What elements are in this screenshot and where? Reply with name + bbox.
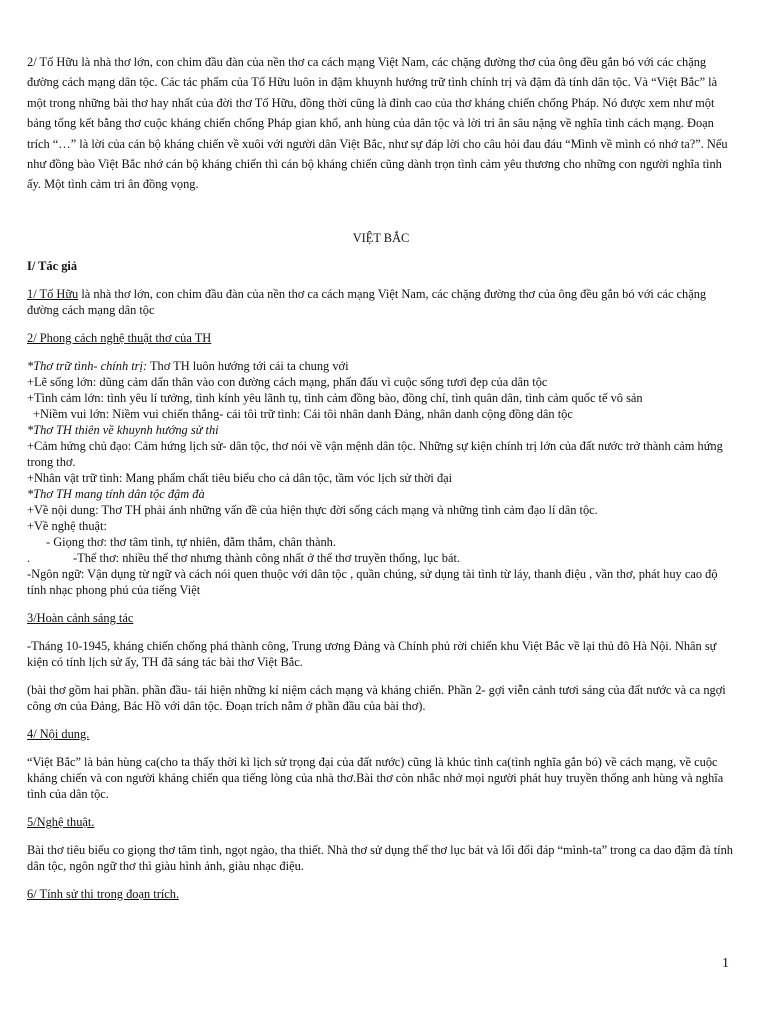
national-item-2: +Về nghệ thuật: (27, 518, 107, 533)
epic-item-2: +Nhân vật trữ tình: Mang phẩm chất tiêu biểu cho cả dân tộc, tầm vóc lịch sử thời đại (27, 470, 453, 485)
national-item-4-text: -Thể thơ: nhiều thể thơ nhưng thành công nhất ở thể thơ truyền thống, lục bát. (73, 550, 461, 565)
lyric-label: *Thơ trữ tình- chính trị: (27, 358, 148, 373)
poem-title: VIỆT BẮC (352, 230, 410, 245)
art-heading: 5/Nghệ thuật. (27, 814, 95, 829)
national-item-5: -Ngôn ngữ: Vận dụng từ ngữ và cách nói quen thuộc với dân tộc , quần chúng, sử dụng tài tình từ láy, thanh điệu , vần thơ, phát huy cao độ tính nhạc phong phú của tiếng Việt (27, 566, 718, 597)
context-paragraph-1: -Tháng 10-1945, kháng chiến chống phá thành công, Trung ương Đảng và Chính phủ rời chiến khu Việt Bắc về lại thủ đô Hà Nội. Nhân sự kiện có tính lịch sử ấy, TH đã sáng tác bài thơ Việt Bắc. (27, 638, 717, 669)
section-heading-author: I/ Tác giả (27, 258, 78, 273)
art-paragraph: Bài thơ tiêu biểu co giọng thơ tâm tình, ngọt ngào, tha thiết. Nhà thơ sử dụng thể thơ lục bát và lối đối đáp “mình-ta” trong ca dao đậm đà tính dân tộc, ngôn ngữ thơ thì giàu hình ảnh, giàu nhạc điệu. (27, 842, 734, 873)
content-paragraph: “Việt Bắc” là bản hùng ca(cho ta thấy thời kì lịch sử trọng đại của đất nước) cũng là khúc tình ca(tình nghĩa gắn bó) về cách mạng, về cuộc kháng chiến và con người kháng chiến qua tiếng lòng của nhà thơ.Bài thơ còn nhắc nhở mọi người phát huy truyền thống anh hùng và nghĩa tình của dân tộc. (27, 754, 724, 801)
style-block (27, 358, 735, 598)
national-item-4 (27, 550, 735, 566)
intro-paragraph: 2/ Tố Hữu là nhà thơ lớn, con chim đầu đàn của nền thơ ca cách mạng Việt Nam, các chặng đường thơ của ông đều gắn bó với các chặng đường cách mạng dân tộc. Các tác phẩm của Tố Hữu luôn in đậm khuynh hướng trữ tình chính trị và đậm đà tính dân tộc. Và “Việt Bắc” là một trong những bài thơ hay nhất của đời thơ Tố Hữu, đồng thời cũng là đỉnh cao của thơ kháng chiến chống Pháp. Nó được xem như một bảng tổng kết bằng thơ cuộc kháng chiến chống Pháp gian khổ, anh hùng của dân tộc và lời tri ân sâu nặng về nghĩa tình cách mạng. Đoạn trích “…” là lời của cán bộ kháng chiến về xuôi với người dân Việt Bắc, như sự đáp lời cho câu hỏi đau đáu “Mình về mình có nhớ ta?”. Nếu như đồng bào Việt Bắc nhớ cán bộ kháng chiến thì cán bộ kháng chiến cũng dành trọn tình cảm yêu thương cho những con người nghĩa tình ấy. Một tình cảm tri ân đồng vọng. (27, 55, 728, 192)
lyric-item-1: +Lẽ sống lớn: dũng cảm dấn thân vào con đường cách mạng, phấn đấu vì cuộc sống tươi đẹp của dân tộc (27, 374, 548, 389)
lyric-text: Thơ TH luôn hướng tới cái ta chung với (147, 358, 349, 373)
lyric-line (27, 358, 735, 374)
epic-label: *Thơ TH thiên về khuynh hướng sử thi (27, 422, 219, 437)
document-page (27, 52, 735, 902)
lyric-item-2: +Tình cảm lớn: tình yêu lí tưởng, tình kính yêu lãnh tụ, tình cảm đồng bào, đồng chí, tình quân dân, tình cảm quốc tế vô sản (27, 390, 643, 405)
style-heading: 2/ Phong cách nghệ thuật thơ của TH (27, 330, 212, 345)
national-item-3: - Giọng thơ: thơ tâm tình, tự nhiên, đằm thắm, chân thành. (46, 534, 336, 549)
national-label: *Thơ TH mang tính dân tộc đậm đà (27, 486, 205, 501)
epic-item-1: +Cảm hứng chủ đạo: Cảm hứng lịch sử- dân tộc, thơ nói về vận mệnh dân tộc. Những sự kiện chính trị lớn của đất nước trở thành cảm hứng trong thơ. (27, 438, 723, 469)
context-heading: 3/Hoàn cảnh sáng tác (27, 610, 134, 625)
epic-heading: 6/ Tính sử thi trong đoạn trích. (27, 886, 180, 901)
page-number: 1 (722, 956, 729, 971)
author-text: là nhà thơ lớn, con chim đầu đàn của nền thơ ca cách mạng Việt Nam, các chặng đường thơ của ông đều gắn bó với các chặng đường cách mạng dân tộc (27, 286, 707, 317)
context-paragraph-2: (bài thơ gồm hai phần. phần đầu- tái hiện những kỉ niệm cách mạng và kháng chiến. Phần 2- gợi viễn cảnh tươi sáng của đất nước và ca ngợi công ơn của Đảng, Bác Hồ với dân tộc. Đoạn trích nằm ở phần đầu của bài thơ). (27, 682, 726, 713)
author-number: 1/ Tố Hữu (27, 286, 79, 301)
national-item-4-lead: . (27, 550, 31, 565)
content-heading: 4/ Nội dung. (27, 726, 90, 741)
author-paragraph (27, 286, 735, 318)
lyric-item-3: +Niềm vui lớn: Niềm vui chiến thắng- cái tôi trữ tình: Cái tôi nhân danh Đảng, nhân danh cộng đồng dân tộc (33, 406, 573, 421)
national-item-1: +Về nội dung: Thơ TH phải ánh những vấn đề của hiện thực đời sống cách mạng và những tình cảm đạo lí dân tộc. (27, 502, 598, 517)
